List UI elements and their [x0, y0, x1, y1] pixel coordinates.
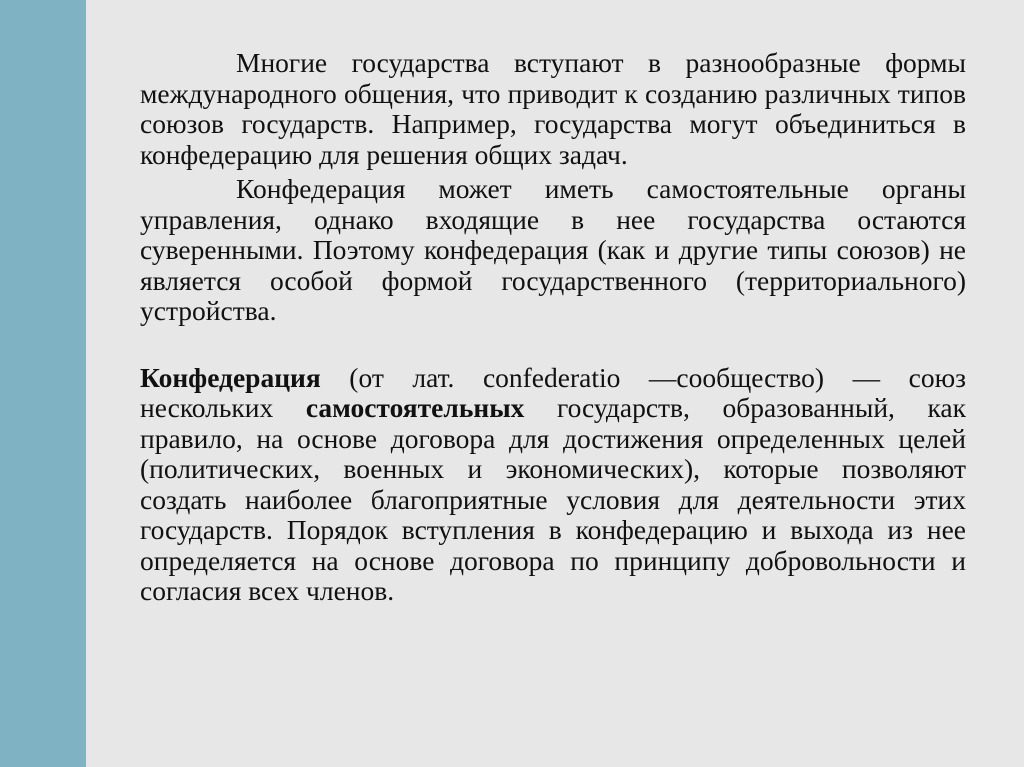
definition-text-part1: (от лат. confederatio —сообщество) — союз нескольких: [140, 361, 966, 423]
slide-content: [86, 0, 1024, 767]
definition-emphasis: самостоятельных: [305, 392, 525, 423]
paragraph-definition: [140, 363, 966, 607]
definition-term: Конфедерация: [140, 361, 321, 393]
text-block: [140, 48, 966, 607]
paragraph-confederation-organs: Конфедерация может иметь самостоятельные органы управления, однако входящие в нее государства остаются суверенными. Поэтому конфедерация (как и другие типы союзов) не является особой формой государственного (территориального) устройства.: [140, 173, 966, 326]
left-accent-bar: [0, 0, 86, 767]
paragraph-intro: Многие государства вступают в разнообразные формы международного общения, что приводит к созданию различных типов союзов государств. Например, государства могут объединиться в конфедерацию для решения общих задач.: [140, 47, 966, 170]
definition-text-part2: государств, образованный, как правило, на основе договора для достижения определенных целей (политических, военных и экономических), которые позволяют создать наиболее благоприятные условия для деятельности этих государств. Порядок вступления в конфедерацию и выхода из нее определяется на основе договора по принципу добровольности и согласия всех членов.: [140, 392, 966, 606]
